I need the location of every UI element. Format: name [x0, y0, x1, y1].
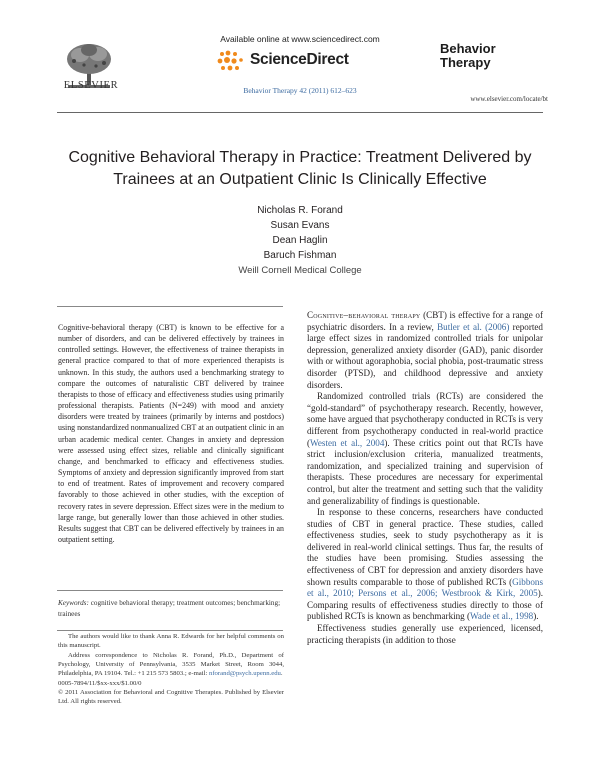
- article-title: Cognitive Behavioral Therapy in Practice: Treatment Delivered by Trainees at an Outpatient Clinic Is Clinically Effective: [68, 149, 532, 188]
- keywords-label: Keywords:: [58, 599, 89, 607]
- issn-line: 0005-7894/11/$xx-xxx/$1.00/0: [58, 679, 142, 687]
- body-text: reported large effect sizes in randomized controlled trials for unipolar depression, generalized anxiety disorder (GAD), panic disorder with or without agoraphobia, social phobia, post-traumatic stress disorder (PTSD), and childhood depressive and anxiety disorders.: [307, 321, 543, 390]
- citation-link[interactable]: Westen et al., 2004: [310, 437, 385, 448]
- correspondence-note: [58, 651, 284, 679]
- author-name: Dean Haglin: [272, 235, 328, 246]
- abstract-bottom-rule: [57, 590, 283, 591]
- journal-name-line-1: Behavior: [440, 41, 496, 56]
- abstract-text: Cognitive-behavioral therapy (CBT) is known to be effective for a number of disorders, and can be delivered effectively by trainees in controlled settings. However, the effectiveness of trainee therapists in general practice compared to that of more experienced therapists is unknown. In this study, the authors used a benchmarking strategy to compare the outcomes of naturalistic CBT delivered by trainee therapists to those of efficacy and effectiveness studies using primarily professional therapists. Patients (N=249) with mood and anxiety disorders were treated by trainees (primarily by interns and postdocs) using nonstandardized nonmanualized CBT at an outpatient clinic in an urban academic medical center. Changes in anxiety and depression were assessed using effect sizes, reliable and clinically significant change, and benchmarked to efficacy and effectiveness studies. Symptoms of anxiety and depression significantly improved from start to end of treatment. Rates of improvement and recovery compared favorably to those achieved in other studies, with the exception of recovery rates in severe depression. Effect sizes were in the medium to large range, but generally lower than those achieved in other studies. Results suggest that CBT can be delivered effectively by trainees in an outpatient setting.: [58, 323, 284, 544]
- author-name: Nicholas R. Forand: [257, 205, 343, 216]
- journal-url[interactable]: www.elsevier.com/locate/bt: [470, 95, 548, 103]
- body-text: ). Comparing results of effectiveness studies directly to those of published RCTs is known as benchmarking (: [307, 588, 543, 622]
- header-divider: [57, 112, 543, 113]
- sciencedirect-icon: [216, 50, 246, 77]
- author-affiliation: Weill Cornell Medical College: [238, 265, 362, 276]
- keywords: [58, 598, 284, 620]
- sciencedirect-wordmark: ScienceDirect: [250, 51, 349, 68]
- citation-link[interactable]: Gibbons et al., 2010; Persons et al., 2006; Westbrook & Kirk, 2005: [307, 576, 543, 599]
- body-paragraph: [307, 310, 543, 391]
- body-paragraph: [307, 507, 543, 623]
- copyright-line: © 2011 Association for Behavioral and Cognitive Therapies. Published by Elsevier Ltd. All rights reserved.: [58, 689, 284, 706]
- author-name: Baruch Fishman: [263, 250, 337, 261]
- lead-in: Cognitive–behavioral therapy: [307, 310, 421, 320]
- citation-link[interactable]: Wade et al., 1998: [470, 611, 534, 622]
- correspondence-address: Address correspondence to Nicholas R. Forand, Ph.D., Department of Psychology, University of Pennsylvania, 3535 Market Street, Room 3044, Philadelphia, PA 19104. Tel.: +1 215 573 5803.; e-mail:: [58, 651, 284, 678]
- body-text: (CBT) is effective for a range of psychiatric disorders. In a review,: [307, 310, 543, 332]
- body-text: ).: [533, 611, 539, 622]
- body-text: In response to these concerns, researchers have conducted studies of CBT in general practice. These studies, called effectiveness studies, seek to study psychotherapy as it is delivered in real-world clinical settings. Thus far, the results of the studies have been promising. Studies assessing the effectiveness of CBT for depression and anxiety disorders have shown results comparable to those of published RCTs (: [307, 507, 543, 587]
- publisher-name: ELSEVIER: [63, 80, 119, 91]
- body-paragraph: [307, 623, 543, 646]
- journal-citation[interactable]: Behavior Therapy 42 (2011) 612–623: [243, 86, 357, 95]
- journal-logo: [440, 42, 540, 70]
- acknowledgment-note: The authors would like to thank Anna R. Edwards for her helpful comments on this manuscript.: [58, 633, 284, 650]
- keywords-text: cognitive behavioral therapy; treatment outcomes; benchmarking; trainees: [58, 599, 281, 618]
- author-name: Susan Evans: [270, 220, 330, 231]
- correspondence-email[interactable]: nforand@psych.upenn.edu: [208, 670, 281, 678]
- body-paragraph: [307, 391, 543, 507]
- correspondence-email-end: .: [280, 670, 283, 678]
- article-body: [307, 310, 543, 646]
- abstract-top-rule: [57, 306, 283, 307]
- journal-name-line-2: Therapy: [440, 55, 491, 70]
- available-online-notice: Available online at www.sciencedirect.com: [220, 34, 380, 44]
- footnotes: [58, 632, 284, 707]
- body-text: Randomized controlled trials (RCTs) are considered the “gold-standard” of psychotherapy research. Recently, however, some have argued that psychotherapy conducted in RCTs is very different from psychotherapy conducted in real-world practice (: [307, 391, 543, 448]
- citation-link[interactable]: Butler et al. (2006): [437, 321, 510, 332]
- body-text: ). These critics point out that RCTs have strict inclusion/exclusion criteria, manualized treatments, randomization, and specialized training and supervision of therapists. These procedures are necessary for experimental control, but alter the treatment and setting such that the validity and generalizability of findings is questionable.: [307, 437, 543, 506]
- keywords-bottom-rule: [57, 630, 283, 631]
- body-text: Effectiveness studies generally use experienced, licensed, practicing therapists (in addition to those: [307, 623, 543, 645]
- elsevier-tree-logo: [58, 30, 120, 102]
